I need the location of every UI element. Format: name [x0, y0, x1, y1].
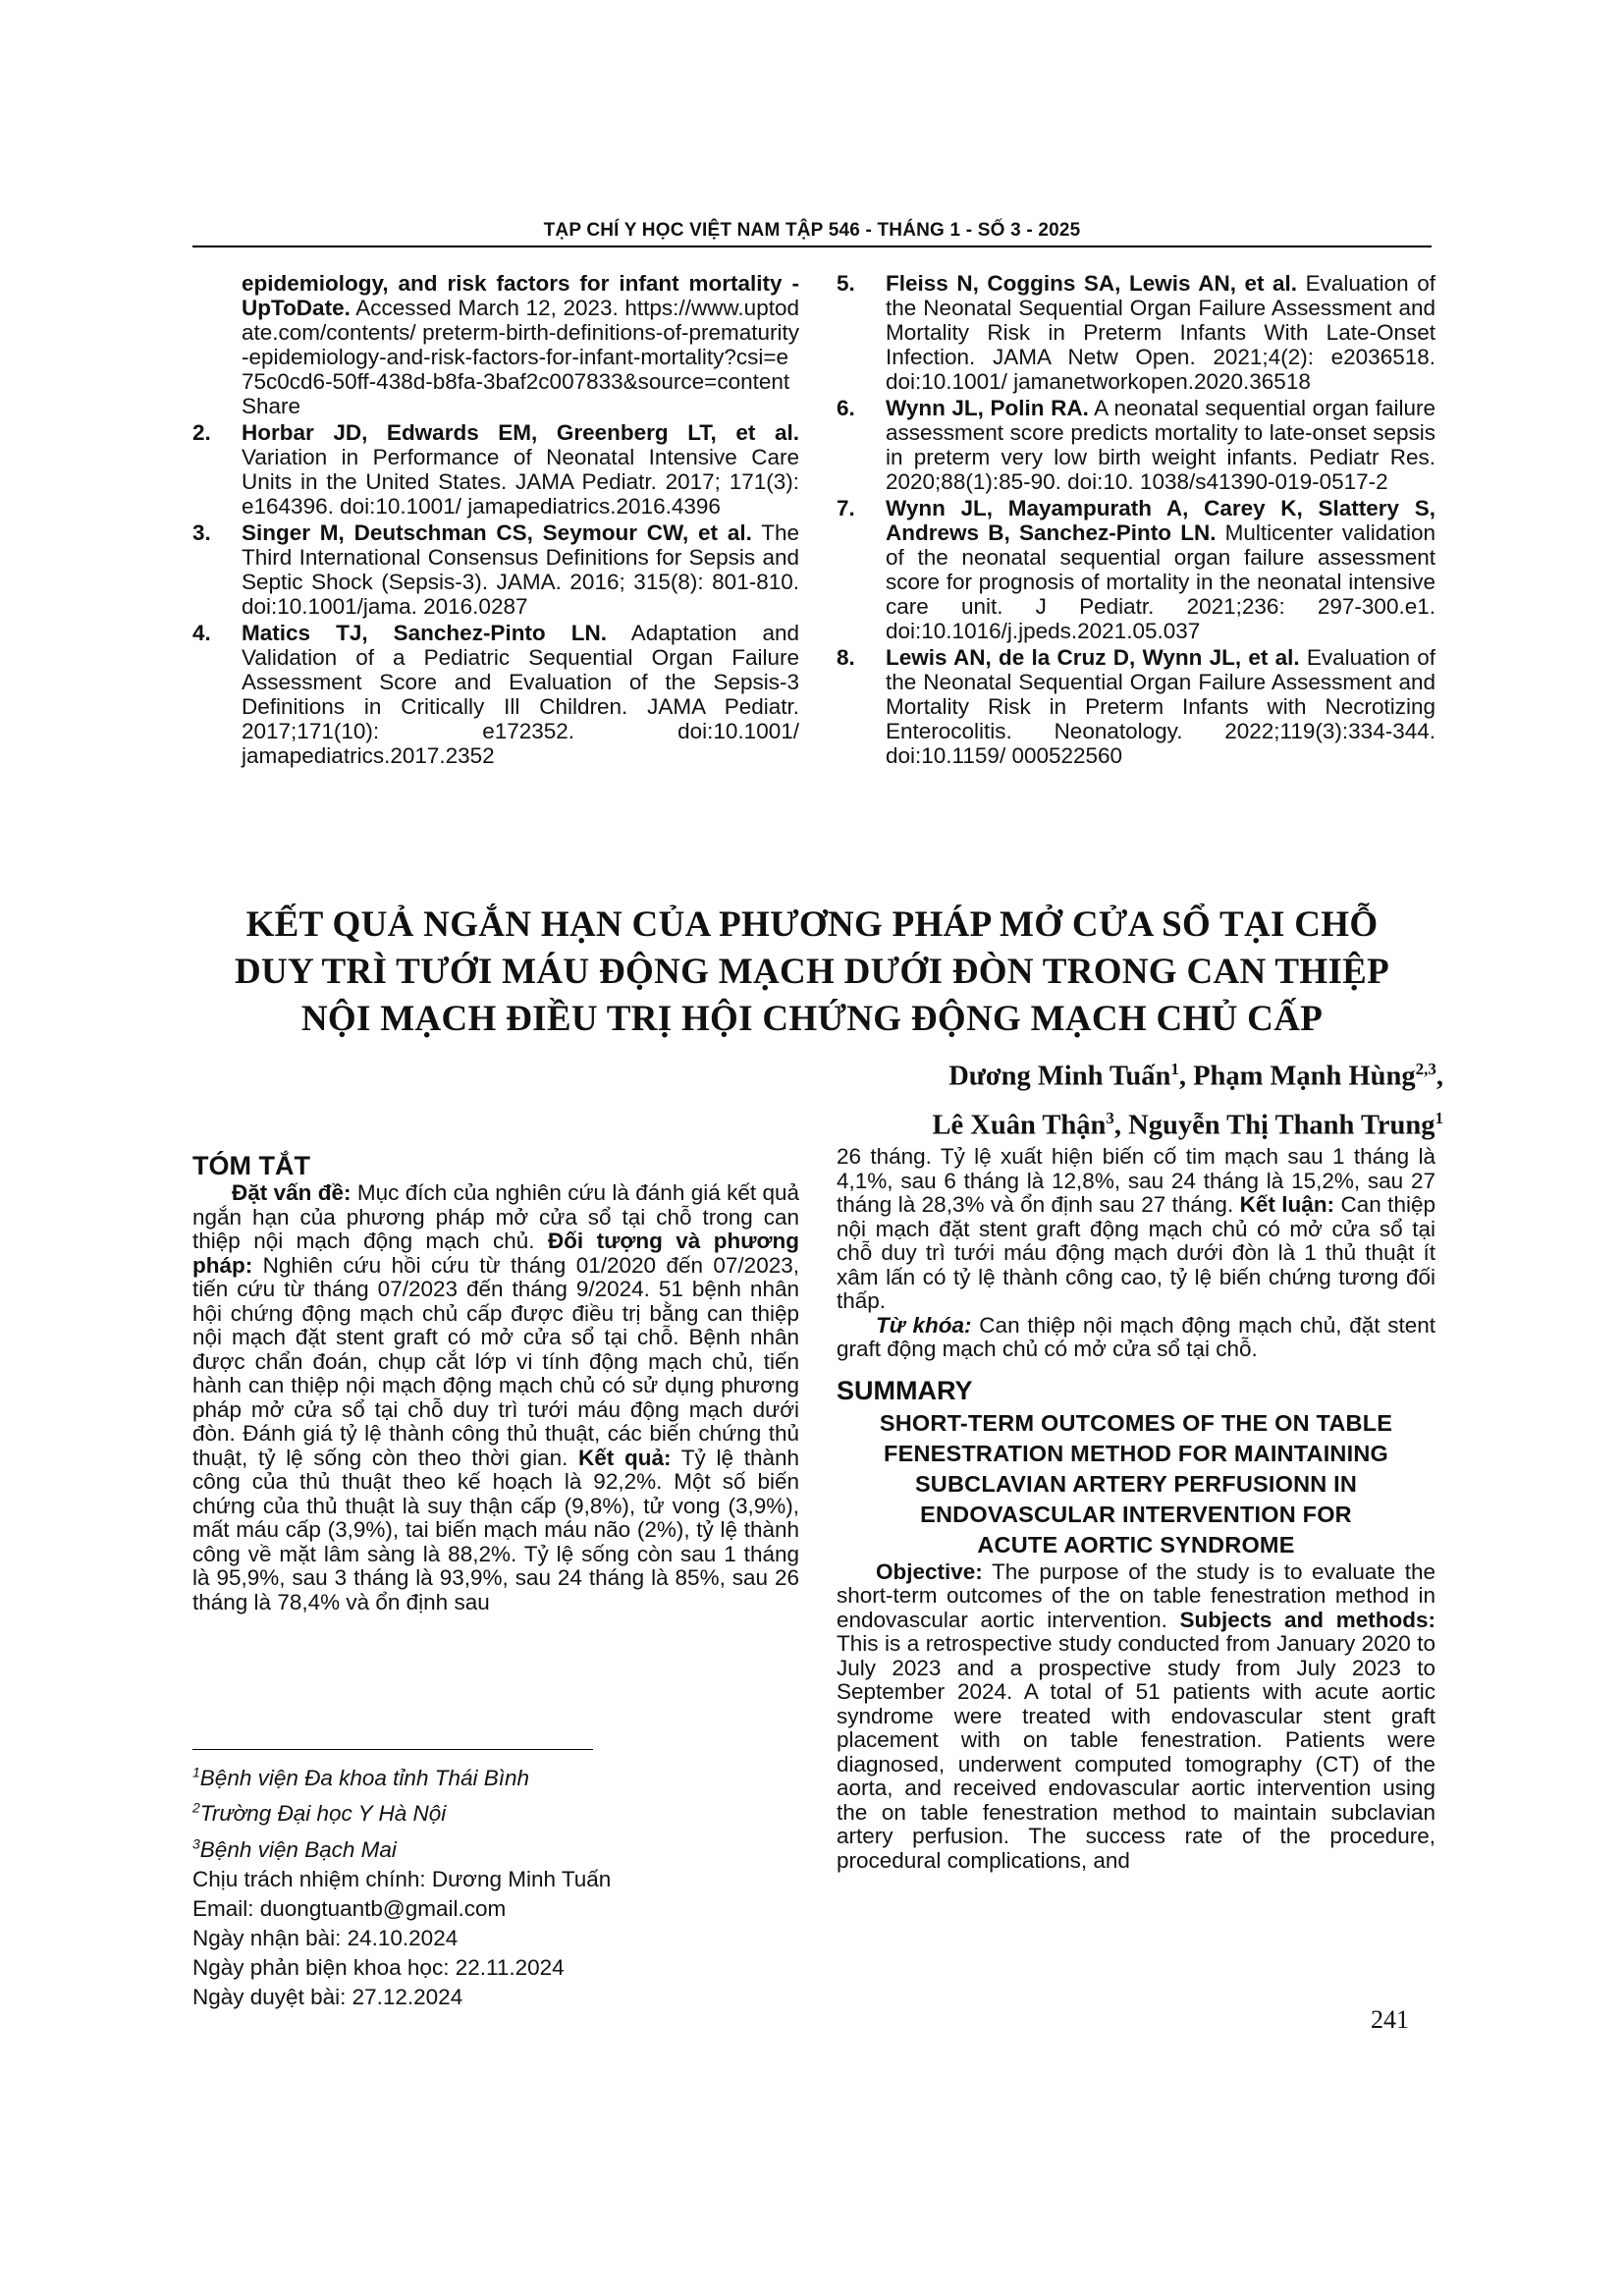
affiliation-sup: 3: [192, 1835, 200, 1851]
text-subjects: This is a retrospective study conducted from January 2020 to July 2023 and a prospective study from July 2023 to September 2024. A total of 51 patients with acute aortic syndrome were treated with endovascular stent graft placement with on table fenestration. Patients were diagnosed, underwent computed tomography (CT) of the aorta, and received endovascular aortic intervention using the on table fenestration method to maintain subclavian artery perfusion. The success rate of the procedure, procedural complications, and: [837, 1631, 1435, 1873]
affiliation-sup: 2: [192, 1799, 200, 1816]
reference-number: 8.: [837, 645, 855, 670]
label-objective: Objective:: [876, 1558, 983, 1584]
reference-text: Adaptation and Validation of a Pediatric Sequential Organ Failure Assessment Score and Evaluation of the Sepsis-3 Definitions in Critically Ill Children. JAMA Pediatr. 2017;171(10): e172352. doi:10.1001/ jamapediatrics.2017.2352: [242, 621, 799, 768]
abstract-paragraph: [192, 1181, 799, 1614]
reference-item: [837, 396, 1435, 494]
label-background: Đặt vấn đề:: [232, 1180, 352, 1205]
text-background: Mục đích của nghiên cứu là đánh giá kết quả ngắn hạn của phương pháp mở cửa sổ tại chỗ trong can thiệp nội mạch động mạch chủ.: [192, 1180, 799, 1253]
label-conclusion: Kết luận:: [1239, 1192, 1335, 1217]
label-keywords: Từ khóa:: [876, 1312, 972, 1338]
reference-number: 5.: [837, 271, 855, 296]
keywords-paragraph: [837, 1314, 1435, 1362]
reference-text: Multicenter validation of the neonatal sequential organ failure assessment score for prognosis of mortality in the neonatal intensive care unit. J Pediatr. 2021;236: 297-300.e1. doi:10.1016/j.jpeds.2021.05.037: [886, 520, 1435, 643]
text-results-cont: 26 tháng. Tỷ lệ xuất hiện biến cố tim mạch sau 1 tháng là 4,1%, sau 6 tháng là 12,8%, sau 24 tháng là 15,2%, sau 27 tháng là 28,3% và ổn định sau 27 tháng.: [837, 1144, 1435, 1217]
label-subjects: Subjects and methods:: [1179, 1607, 1435, 1632]
title-line: NỘI MẠCH ĐIỀU TRỊ HỘI CHỨNG ĐỘNG MẠCH CHỦ CẤP: [300, 999, 1324, 1039]
reference-number: 2.: [192, 420, 211, 445]
text-results: Tỷ lệ thành công của thủ thuật theo kế hoạch là 92,2%. Một số biến chứng của thủ thuật là suy thận cấp (9,8%), tử vong (3,9%), mất máu cấp (3,9%), tai biến mạch máu não (2%), tỷ lệ thành công về mặt lâm sàng là 88,2%. Tỷ lệ sống còn sau 1 tháng là 95,9%, sau 3 tháng là 93,9%, sau 24 tháng là 85%, sau 26 tháng là 78,4% và ổn định sau: [192, 1445, 799, 1614]
footnote-rule: [192, 1749, 593, 1750]
author-line: [766, 1098, 1443, 1147]
reference-item: [837, 645, 1435, 768]
running-header: TẠP CHÍ Y HỌC VIỆT NAM TẬP 546 - THÁNG 1 - SỐ 3 - 2025: [543, 220, 1081, 241]
affiliation-note: [192, 1829, 799, 1865]
received-date: Ngày nhận bài: 24.10.2024: [192, 1925, 459, 1950]
label-methods: Đối tượng và phương pháp:: [192, 1229, 799, 1278]
reference-item: [192, 520, 799, 619]
header-rule: [192, 246, 1432, 247]
summary-title-line: ENDOVASCULAR INTERVENTION FOR: [920, 1501, 1352, 1527]
affiliation-note: [192, 1793, 799, 1830]
footnotes: [192, 1757, 799, 2012]
reference-number: 4.: [192, 621, 211, 645]
reference-authors: Lewis AN, de la Cruz D, Wynn JL, et al.: [886, 645, 1300, 670]
references-right-column: [837, 271, 1435, 770]
text-conclusion: Can thiệp nội mạch đặt stent graft động mạch chủ có mở cửa sổ tại chỗ duy trì tưới máu động mạch dưới đòn là 1 thủ thuật ít xâm lấn có tỷ lệ thành công cao, tỷ lệ biến chứng tương đối thấp.: [837, 1192, 1435, 1313]
summary-heading: SUMMARY: [837, 1375, 973, 1405]
author-name: Nguyễn Thị Thanh Trung: [1128, 1110, 1435, 1140]
author-affiliation: 2,3: [1415, 1060, 1436, 1078]
reference-text: Evaluation of the Neonatal Sequential Organ Failure Assessment and Mortality Risk in Preterm Infants with Necrotizing Enterocolitis. Neonatology. 2022;119(3):334-344. doi:10.1159/ 000522560: [886, 645, 1435, 768]
title-line: KẾT QUẢ NGẮN HẠN CỦA PHƯƠNG PHÁP MỞ CỬA SỔ TẠI CHỖ: [245, 904, 1379, 945]
affiliation-sup: 1: [192, 1764, 200, 1779]
reference-authors: Fleiss N, Coggins SA, Lewis AN, et al.: [886, 271, 1298, 296]
affiliation-note: [192, 1757, 799, 1793]
references-left-column: [192, 271, 799, 770]
author-list: [766, 1049, 1443, 1146]
reference-authors: Matics TJ, Sanchez-Pinto LN.: [242, 621, 607, 645]
reference-number: 7.: [837, 496, 855, 520]
accepted-date: Ngày duyệt bài: 27.12.2024: [192, 1984, 463, 2009]
reference-text: A neonatal sequential organ failure assessment score predicts mortality to late-onset sepsis in preterm very low birth weight infants. Pediatr Res. 2020;88(1):85-90. doi:10. 1038/s41390-019-0517-2: [886, 396, 1435, 494]
affiliation-text: Bệnh viện Đa khoa tỉnh Thái Bình: [199, 1765, 530, 1790]
reference-authors: Horbar JD, Edwards EM, Greenberg LT, et al.: [242, 420, 799, 445]
reference-item: [837, 271, 1435, 394]
author-separator: ,: [1178, 1061, 1194, 1092]
abstract-left-column: [192, 1151, 799, 1614]
author-name: Phạm Mạnh Hùng: [1193, 1061, 1416, 1092]
text-keywords: Can thiệp nội mạch động mạch chủ, đặt stent graft động mạch chủ có mở cửa sổ tại chỗ.: [837, 1312, 1435, 1361]
reference-item: [192, 271, 799, 418]
reference-text: Variation in Performance of Neonatal Intensive Care Units in the United States. JAMA Pediatr. 2017; 171(3): e164396. doi:10.1001/ jamapediatrics.2016.4396: [242, 445, 799, 519]
author-separator: ,: [1113, 1110, 1129, 1140]
author-name: Dương Minh Tuấn: [948, 1061, 1171, 1092]
text-objective: The purpose of the study is to evaluate the short-term outcomes of the on table fenestration method in endovascular aortic intervention.: [837, 1558, 1435, 1632]
reference-number: 3.: [192, 520, 211, 545]
summary-title: [837, 1408, 1435, 1560]
summary-title-line: ACUTE AORTIC SYNDROME: [977, 1531, 1295, 1558]
reference-authors: epidemiology, and risk factors for infant mortality - UpToDate.: [242, 271, 799, 320]
summary-paragraph: [837, 1560, 1435, 1874]
corresponding-author: Chịu trách nhiệm chính: Dương Minh Tuấn: [192, 1866, 612, 1891]
author-name: Lê Xuân Thận: [932, 1110, 1107, 1140]
reference-text: The Third International Consensus Definitions for Sepsis and Septic Shock (Sepsis-3). JAMA. 2016; 315(8): 801-810. doi:10.1001/jama. 2016.0287: [242, 520, 799, 619]
title-line: DUY TRÌ TƯỚI MÁU ĐỘNG MẠCH DƯỚI ĐÒN TRONG CAN THIỆP: [234, 952, 1390, 992]
reference-authors: Wynn JL, Polin RA.: [886, 396, 1089, 420]
text-methods: Nghiên cứu hồi cứu từ tháng 01/2020 đến 07/2023, tiến cứu từ tháng 07/2023 đến tháng 9/2024. 51 bệnh nhân hội chứng động mạch chủ cấp được điều trị bằng can thiệp nội mạch đặt stent graft có mở cửa sổ tại chỗ. Bệnh nhân được chẩn đoán, chụp cắt lớp vi tính động mạch chủ, tiến hành can thiệp nội mạch động mạch chủ có sử dụng phương pháp mở cửa sổ tại chỗ duy trì tưới máu động mạch dưới đòn. Đánh giá tỷ lệ thành công thủ thuật, các biến chứng thủ thuật, tỷ lệ sống còn theo thời gian.: [192, 1252, 799, 1470]
author-line: [766, 1049, 1443, 1098]
reference-text: Accessed March 12, 2023. https://www.uptodate.com/contents/ preterm-birth-definitions-of-prematurity-epidemiology-and-risk-factors-for-infant-mortality?csi=e75c0cd6-50ff-438d-b8fa-3baf2c007833&source=contentShare: [242, 296, 799, 418]
reference-text: Evaluation of the Neonatal Sequential Organ Failure Assessment and Mortality Risk in Preterm Infants With Late-Onset Infection. JAMA Netw Open. 2021;4(2): e2036518. doi:10.1001/ jamanetworkopen.2020.36518: [886, 271, 1435, 394]
author-affiliation: 3: [1106, 1108, 1114, 1127]
reference-authors: Singer M, Deutschman CS, Seymour CW, et al.: [242, 520, 752, 545]
author-separator: ,: [1435, 1061, 1443, 1092]
page-number: 241: [1371, 2005, 1409, 2034]
author-affiliation: 1: [1170, 1060, 1179, 1078]
author-affiliation: 1: [1435, 1108, 1443, 1127]
summary-title-line: SUBCLAVIAN ARTERY PERFUSIONN IN: [914, 1470, 1358, 1497]
article-title: [192, 902, 1432, 1043]
reference-item: [192, 621, 799, 768]
email: Email: duongtuantb@gmail.com: [192, 1895, 507, 1921]
abstract-heading: TÓM TẮT: [192, 1151, 310, 1180]
reference-number: 6.: [837, 396, 855, 420]
reference-item: [192, 420, 799, 519]
summary-title-line: SHORT-TERM OUTCOMES OF THE ON TABLE: [879, 1409, 1393, 1436]
label-results: Kết quả:: [578, 1445, 672, 1470]
reference-authors: Wynn JL, Mayampurath A, Carey K, Slattery S, Andrews B, Sanchez-Pinto LN.: [886, 496, 1435, 545]
reference-item: [837, 496, 1435, 643]
summary-title-line: FENESTRATION METHOD FOR MAINTAINING: [884, 1440, 1388, 1466]
abstract-paragraph: [837, 1145, 1435, 1314]
review-date: Ngày phản biện khoa học: 22.11.2024: [192, 1954, 565, 1980]
affiliation-text: Bệnh viện Bạch Mai: [199, 1836, 397, 1862]
affiliation-text: Trường Đại học Y Hà Nội: [199, 1801, 447, 1826]
abstract-right-column: [837, 1145, 1435, 1873]
